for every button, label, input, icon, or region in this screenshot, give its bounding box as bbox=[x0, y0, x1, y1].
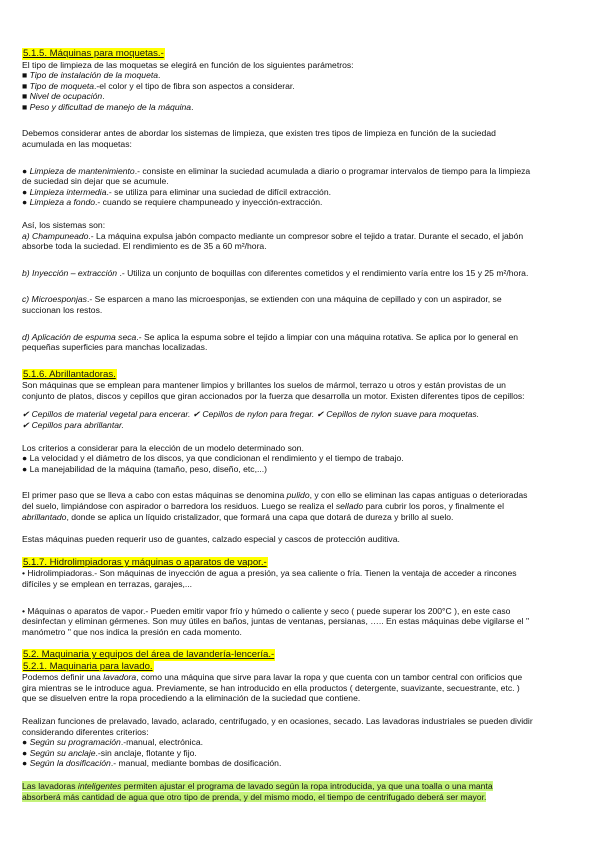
highlighted-paragraph: absorberá más cantidad de agua que otro tipo de prenda, y del mismo modo, el tiempo de centrifugado deberá ser mayor. bbox=[22, 791, 487, 802]
paragraph-text: Así, los sistemas son: bbox=[22, 220, 106, 231]
list-item: ● La manejabilidad de la máquina (tamaño, peso, diseño, etc,...) bbox=[22, 463, 268, 474]
list-item: ● Limpieza intermedia.- se utiliza para eliminar una suciedad de difícil extracción. bbox=[22, 186, 332, 197]
paragraph-text: Estas máquinas pueden requerir uso de guantes, calzado especial y cascos de protección auditiva. bbox=[22, 534, 400, 545]
list-item: ■ Peso y dificultad de manejo de la máquina. bbox=[22, 101, 194, 112]
highlighted-paragraph: Las lavadoras inteligentes permiten ajustar el programa de lavado según la ropa introducida, ya que una toalla o una manta bbox=[22, 781, 493, 792]
paragraph-text: abrillantado, donde se aplica un líquido cristalizador, que formará una capa que dotará de dureza y brillo al suelo. bbox=[22, 511, 454, 522]
list-item: ● Según la dosificación.- manual, mediante bombas de dosificación. bbox=[22, 758, 282, 769]
paragraph-text: Los criterios a considerar para la elección de un modelo determinado son. bbox=[22, 442, 304, 453]
list-item: ● La velocidad y el diámetro de los discos, ya que condicionan el rendimiento y el tiempo de trabajo. bbox=[22, 453, 404, 464]
paragraph-text: absorbe toda la suciedad. El rendimiento es de 35 a 60 m²/hora. bbox=[22, 241, 267, 252]
paragraph-text: b) Inyección – extracción .- Utiliza un conjunto de boquillas con diferentes cometidos y el rendimiento varía entre los 15 y 25 m²/hora. bbox=[22, 267, 529, 278]
paragraph-text: d) Aplicación de espuma seca.- Se aplica la espuma sobre el tejido a limpiar con una máquina rotativa. Se aplica por lo general en bbox=[22, 331, 519, 342]
section-heading-5-2: 5.2. Maquinaria y equipos del área de lavandería-lencería.- bbox=[23, 649, 275, 661]
list-item: ■ Tipo de instalación de la moqueta. bbox=[22, 70, 161, 81]
paragraph-text: gira mientras se le introduce agua. Previamente, se han introducido en ella productos ( detergente, suavizante, secuestrante, etc. ) bbox=[22, 682, 520, 693]
section-heading-5-1-5: 5.1.5. Máquinas para moquetas.- bbox=[23, 48, 164, 59]
paragraph-text: acumulada en las moquetas: bbox=[22, 139, 132, 150]
paragraph-text: succionan los restos. bbox=[22, 305, 103, 315]
document-page bbox=[22, 48, 582, 802]
paragraph-text: que se disuelven entre la ropa procediendo a la eliminación de la suciedad que contiene. bbox=[22, 693, 361, 704]
brush-types-line: ✔ Cepillos de material vegetal para encerar. ✔ Cepillos de nylon para fregar. ✔ Cepillos de nylon suave para moquetas. bbox=[22, 409, 480, 420]
paragraph-text: c) Microesponjas.- Se esparcen a mano las microesponjas, se extienden con una máquina de cepillado y con un aspirador, se bbox=[22, 294, 502, 305]
list-item: ● Según su anclaje.-sin anclaje, flotante y fijo. bbox=[22, 747, 197, 758]
section-heading-5-2-1: 5.2.1. Maquinaria para lavado. bbox=[23, 660, 153, 672]
paragraph-text: del suelo, limpiándose con aspirador o barredora los residuos. Luego se realiza el sellado para cubrir los poros, y finalmente el bbox=[22, 501, 505, 512]
paragraph-text: considerando diferentes criterios: bbox=[22, 726, 149, 737]
list-item: ● Limpieza a fondo.- cuando se requiere champuneado y inyección-extracción. bbox=[22, 197, 323, 208]
paragraph-text: El primer paso que se lleva a cabo con estas máquinas se denomina pulido, y con ello se eliminan las capas antiguas o deterioradas bbox=[22, 490, 528, 501]
paragraph-text: desinfectan y eliminan gérmenes. Son muy útiles en baños, juntas de ventanas, persianas, ….. En estas máquinas debe vigilarse el " bbox=[22, 616, 530, 627]
paragraph-text: Son máquinas que se emplean para mantener limpios y brillantes los suelos de mármol, terrazo u otros y están provistas de un bbox=[22, 380, 506, 391]
paragraph-text: Realizan funciones de prelavado, lavado, aclarado, centrifugado, y en ocasiones, secado. Las lavadoras industriales se pueden dividir bbox=[22, 716, 533, 727]
paragraph-text: manómetro " que nos indica la presión en cada momento. bbox=[22, 626, 242, 637]
paragraph-text: difíciles y se emplean en terrazas, garajes,... bbox=[22, 578, 193, 589]
paragraph-text: • Máquinas o aparatos de vapor.- Pueden emitir vapor frío y húmedo o caliente y seco ( puede superar los 200°C ), en este caso bbox=[22, 605, 511, 616]
list-item: ■ Tipo de moqueta.-el color y el tipo de fibra son aspectos a considerar. bbox=[22, 80, 295, 91]
list-item: ● Según su programación.-manual, electrónica. bbox=[22, 737, 204, 748]
paragraph-text: • Hidrolimpiadoras.- Son máquinas de inyección de agua a presión, ya sea caliente o fría. Tienen la ventaja de acceder a rincones bbox=[22, 568, 517, 579]
list-item: ● Limpieza de mantenimiento.- consiste en eliminar la suciedad acumulada a diario o programar intervalos de tiempo para la limpieza bbox=[22, 165, 531, 176]
list-item: ■ Nivel de ocupación. bbox=[22, 91, 105, 102]
paragraph-text: Debemos considerar antes de abordar los sistemas de limpieza, que existen tres tipos de limpieza en función de la suciedad bbox=[22, 128, 496, 139]
paragraph-text: El tipo de limpieza de las moquetas se elegirá en función de los siguientes parámetros: bbox=[22, 59, 354, 70]
paragraph-text: de suciedad sin dejar que se acumule. bbox=[22, 176, 169, 187]
paragraph-text: conjunto de platos, discos y cepillos que giran accionados por la fuerza que desarrolla un motor. Existen diferentes tipos de cepillos: bbox=[22, 390, 525, 401]
paragraph-text: pequeñas superficies para manchas localizadas. bbox=[22, 342, 208, 353]
paragraph-text: Podemos definir una lavadora, como una máquina que sirve para lavar la ropa y que cuenta con un tambor central con orificios que bbox=[22, 672, 523, 683]
brush-types-line: ✔ Cepillos para abrillantar. bbox=[22, 420, 124, 431]
section-heading-5-1-6: 5.1.6. Abrillantadoras. bbox=[23, 368, 116, 380]
paragraph-text: a) Champuneado.- La máquina expulsa jabón compacto mediante un compresor sobre el tejido a tratar. Durante el secado, el jabón bbox=[22, 230, 524, 241]
section-heading-5-1-7: 5.1.7. Hidrolimpiadoras y máquinas o aparatos de vapor.- bbox=[23, 556, 267, 568]
